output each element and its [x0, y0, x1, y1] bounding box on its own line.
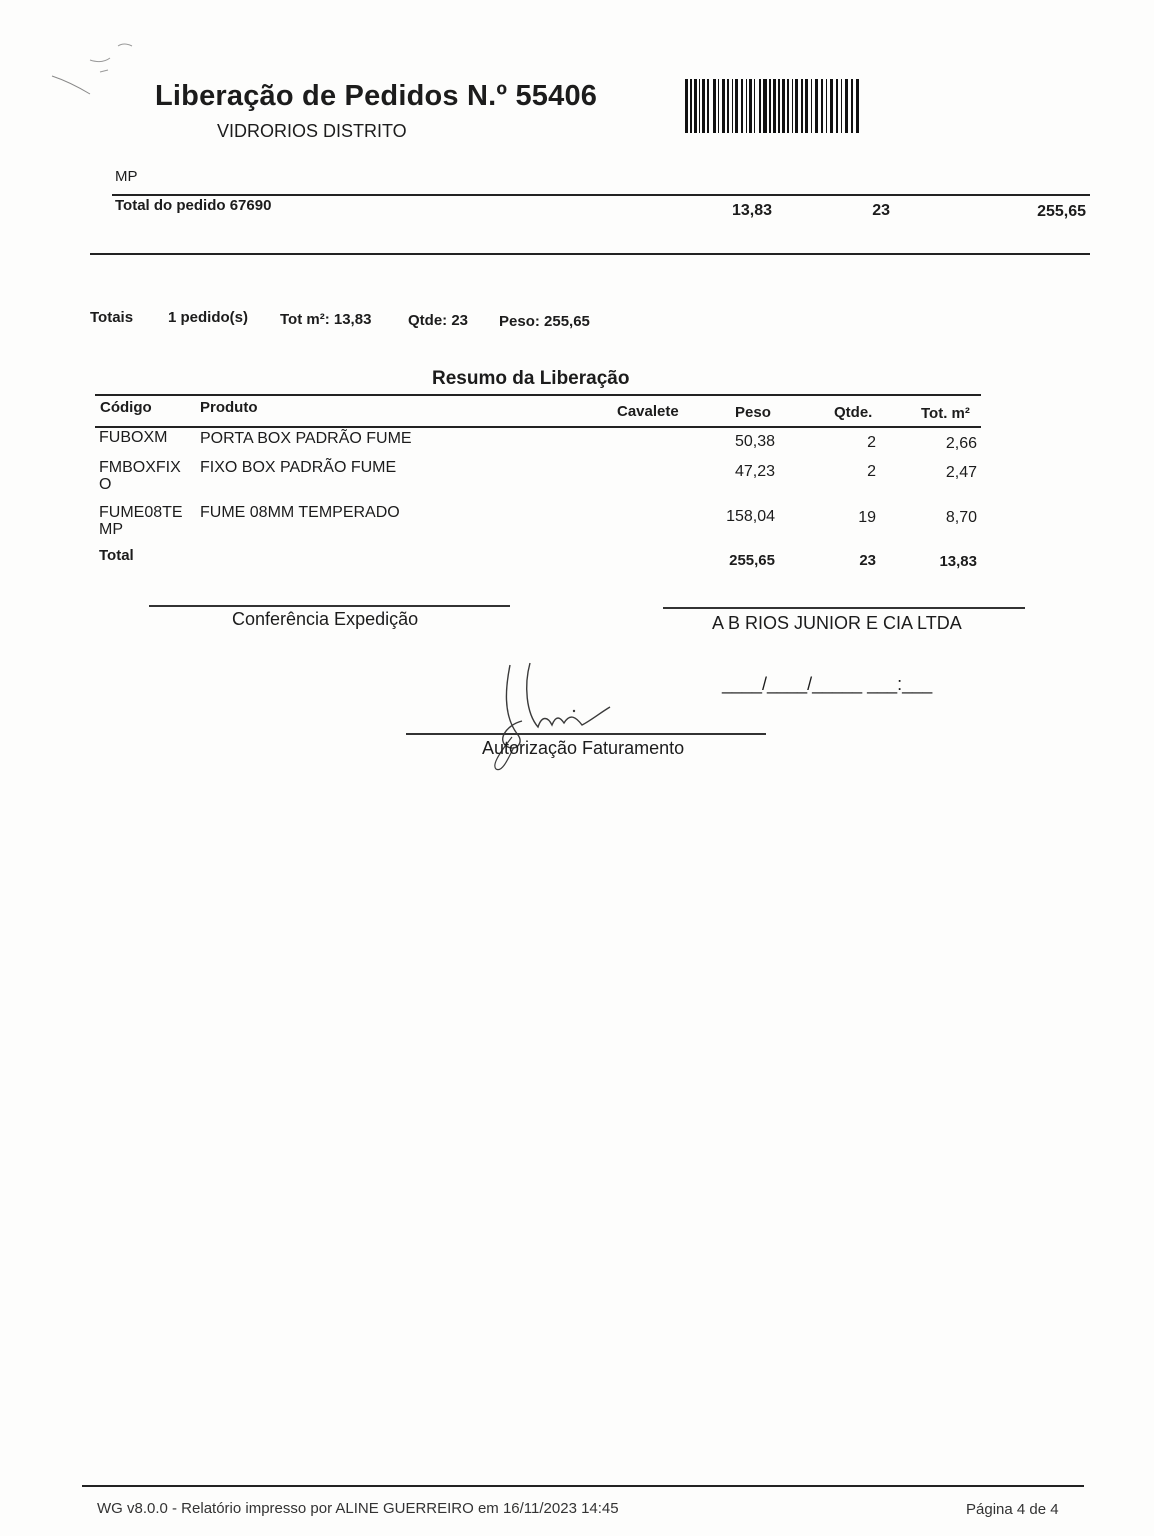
document-subtitle: VIDRORIOS DISTRITO: [217, 121, 407, 141]
divider: [90, 253, 1090, 255]
order-total-qty: 23: [872, 202, 890, 219]
table-cell-qty: 2: [867, 463, 876, 480]
table-cell-weight: 50,38: [734, 433, 775, 450]
signature-line-expedition: [149, 605, 510, 607]
document-title: Liberação de Pedidos N.º 55406: [155, 80, 598, 112]
totals-weight: Peso: 255,65: [499, 313, 590, 330]
group-label: MP: [115, 168, 138, 185]
col-header-code: Código: [100, 399, 152, 416]
col-header-rack: Cavalete: [617, 403, 679, 420]
authorization-label: Autorização Faturamento: [482, 738, 685, 758]
order-total-label: Total do pedido 67690: [115, 197, 272, 214]
table-cell-m2: 8,70: [945, 509, 977, 526]
signature-line-company: [663, 607, 1025, 609]
summary-title: Resumo da Liberação: [432, 368, 630, 389]
col-header-weight: Peso: [735, 404, 771, 421]
table-total-label: Total: [99, 547, 134, 564]
table-cell-m2: 2,66: [945, 435, 977, 452]
order-total-m2: 13,83: [731, 202, 772, 219]
totals-qty: Qtde: 23: [408, 312, 469, 329]
table-cell-qty: 19: [858, 509, 876, 526]
divider: [112, 194, 1090, 196]
divider: [95, 426, 981, 428]
totals-label: Totais: [90, 309, 134, 326]
signature-line-authorization: [406, 733, 766, 735]
footer-printed-by: WG v8.0.0 - Relatório impresso por ALINE GUERREIRO em 16/11/2023 14:45: [97, 1500, 619, 1517]
divider: [95, 394, 981, 396]
barcode: [685, 79, 861, 133]
table-cell-product: PORTA BOX PADRÃO FUME: [200, 430, 412, 447]
company-label: A B RIOS JUNIOR E CIA LTDA: [712, 613, 962, 633]
expedition-label: Conferência Expedição: [232, 609, 419, 629]
col-header-qty: Qtde.: [834, 404, 873, 421]
table-cell-weight: 47,23: [734, 463, 775, 480]
table-cell-code: FUME08TEMP: [99, 504, 183, 538]
order-total-weight: 255,65: [1037, 203, 1086, 220]
table-cell-product: FIXO BOX PADRÃO FUME: [200, 459, 397, 476]
footer-divider: [82, 1485, 1084, 1487]
col-header-m2: Tot. m²: [921, 405, 970, 422]
date-time-blanks: ____/____/_____ ___:___: [722, 674, 933, 694]
table-cell-m2: 2,47: [945, 464, 977, 481]
corner-scribble: [50, 38, 140, 98]
table-cell-weight: 158,04: [726, 508, 775, 525]
table-cell-code: FMBOXFIXO: [99, 459, 181, 493]
table-cell-code: FUBOXM: [99, 429, 168, 446]
table-total-qty: 23: [859, 552, 876, 569]
col-header-product: Produto: [200, 399, 258, 416]
totals-orders: 1 pedido(s): [168, 309, 249, 326]
footer-page-number: Página 4 de 4: [966, 1501, 1059, 1518]
table-total-weight: 255,65: [729, 552, 775, 569]
table-cell-product: FUME 08MM TEMPERADO: [200, 504, 400, 521]
table-total-m2: 13,83: [939, 553, 977, 570]
table-cell-qty: 2: [867, 434, 876, 451]
totals-m2: Tot m²: 13,83: [280, 311, 372, 328]
